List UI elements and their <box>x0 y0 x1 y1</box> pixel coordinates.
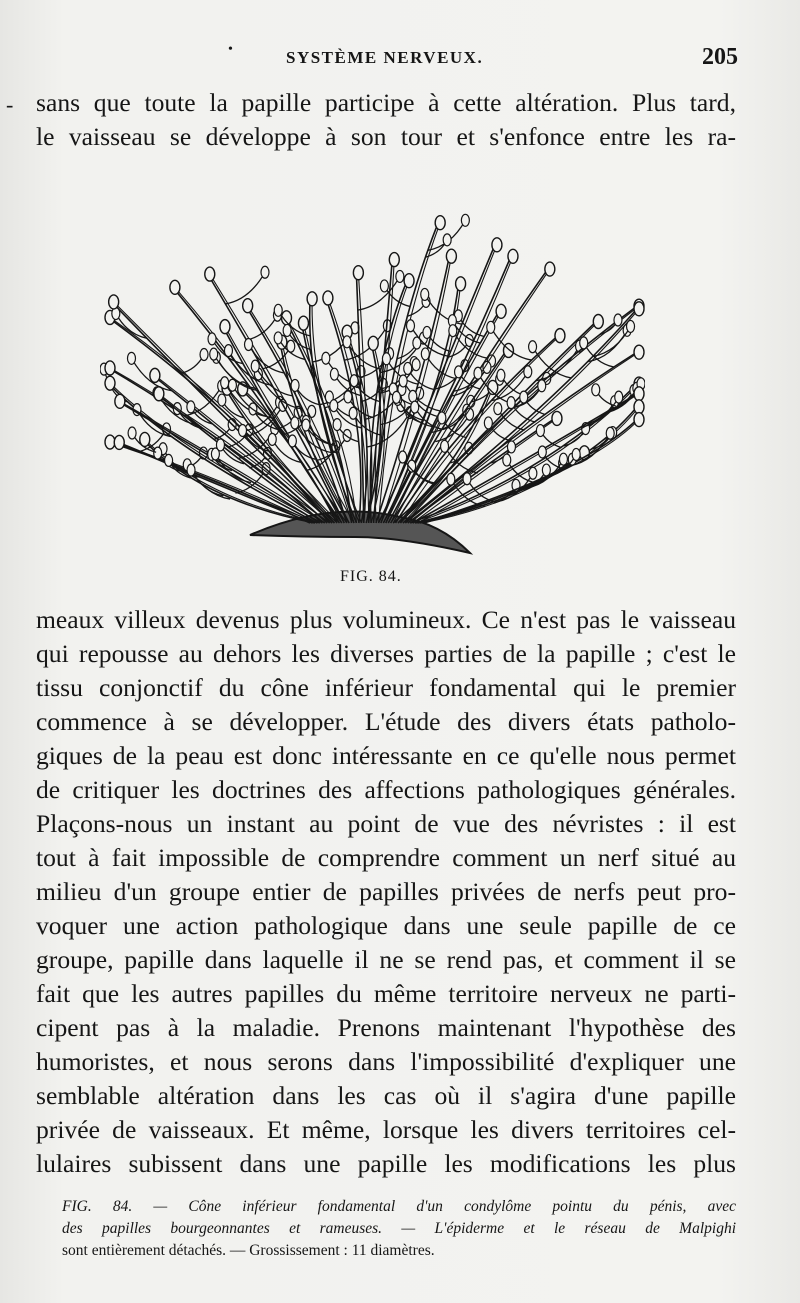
printer-dot: • <box>228 42 233 57</box>
body-line-19: lulaires subissent dans une papille les modifications les plus <box>36 1149 736 1178</box>
running-head <box>36 44 736 74</box>
margin-mark: - <box>6 92 14 117</box>
body-line-12: voquer une action pathologique dans une seule papille de ce <box>36 911 736 940</box>
body-line-15: cipent pas à la maladie. Prenons maintenant l'hypothèse des <box>36 1013 736 1042</box>
figure-84 <box>100 165 645 565</box>
papilla-engraving-icon <box>100 165 645 565</box>
body-line-9: Plaçons-nous un instant au point de vue des névristes : il est <box>36 809 736 838</box>
body-line-1: sans que toute la papille participe à cette altération. Plus tard, <box>36 88 736 117</box>
body-line-4: qui repousse au dehors les diverses parties de la papille ; c'est le <box>36 639 736 668</box>
caption-line-3: sont entièrement détachés. — Grossissement : 11 diamètres. <box>62 1242 435 1259</box>
body-line-13: groupe, papille dans laquelle il ne se rend pas, et comment il se <box>36 945 736 974</box>
body-line-16: humoristes, et nous serons dans l'impossibilité d'expliquer une <box>36 1047 736 1076</box>
body-line-8: de critiquer les doctrines des affections pathologiques générales. <box>36 775 736 804</box>
running-title: SYSTÈME NERVEUX. <box>286 48 484 67</box>
body-line-2: le vaisseau se développe à son tour et s'enfonce entre les ra- <box>36 122 736 151</box>
figure-label: FIG. 84. <box>340 568 402 585</box>
page-number: 205 <box>702 44 738 70</box>
body-line-14: fait que les autres papilles du même territoire nerveux ne parti- <box>36 979 736 1008</box>
body-line-6: commence à se développer. L'étude des divers états patholo- <box>36 707 736 736</box>
papilla-branch <box>105 423 315 523</box>
caption-line-2: des papilles bourgeonnantes et rameuses. — L'épiderme et le réseau de Malpighi <box>62 1220 736 1237</box>
body-line-11: milieu d'un groupe entier de papilles privées de nerfs peut pro- <box>36 877 736 906</box>
papilla-branch <box>115 394 325 523</box>
body-line-18: privée de vaisseaux. Et même, lorsque les divers territoires cel- <box>36 1115 736 1144</box>
caption-line-1: FIG. 84. — Cône inférieur fondamental d'un condylôme pointu du pénis, avec <box>62 1198 736 1215</box>
body-line-17: semblable altération dans les cas où il s'agira d'une papille <box>36 1081 736 1110</box>
body-line-3: meaux villeux devenus plus volumineux. Ce n'est pas le vaisseau <box>36 605 736 634</box>
body-line-5: tissu conjonctif du cône inférieur fondamental qui le premier <box>36 673 736 702</box>
figure-caption <box>62 1196 736 1262</box>
body-line-10: tout à fait impossible de comprendre comment un nerf situé au <box>36 843 736 872</box>
body-line-7: giques de la peau est donc intéressante en ce qu'elle nous permet <box>36 741 736 770</box>
